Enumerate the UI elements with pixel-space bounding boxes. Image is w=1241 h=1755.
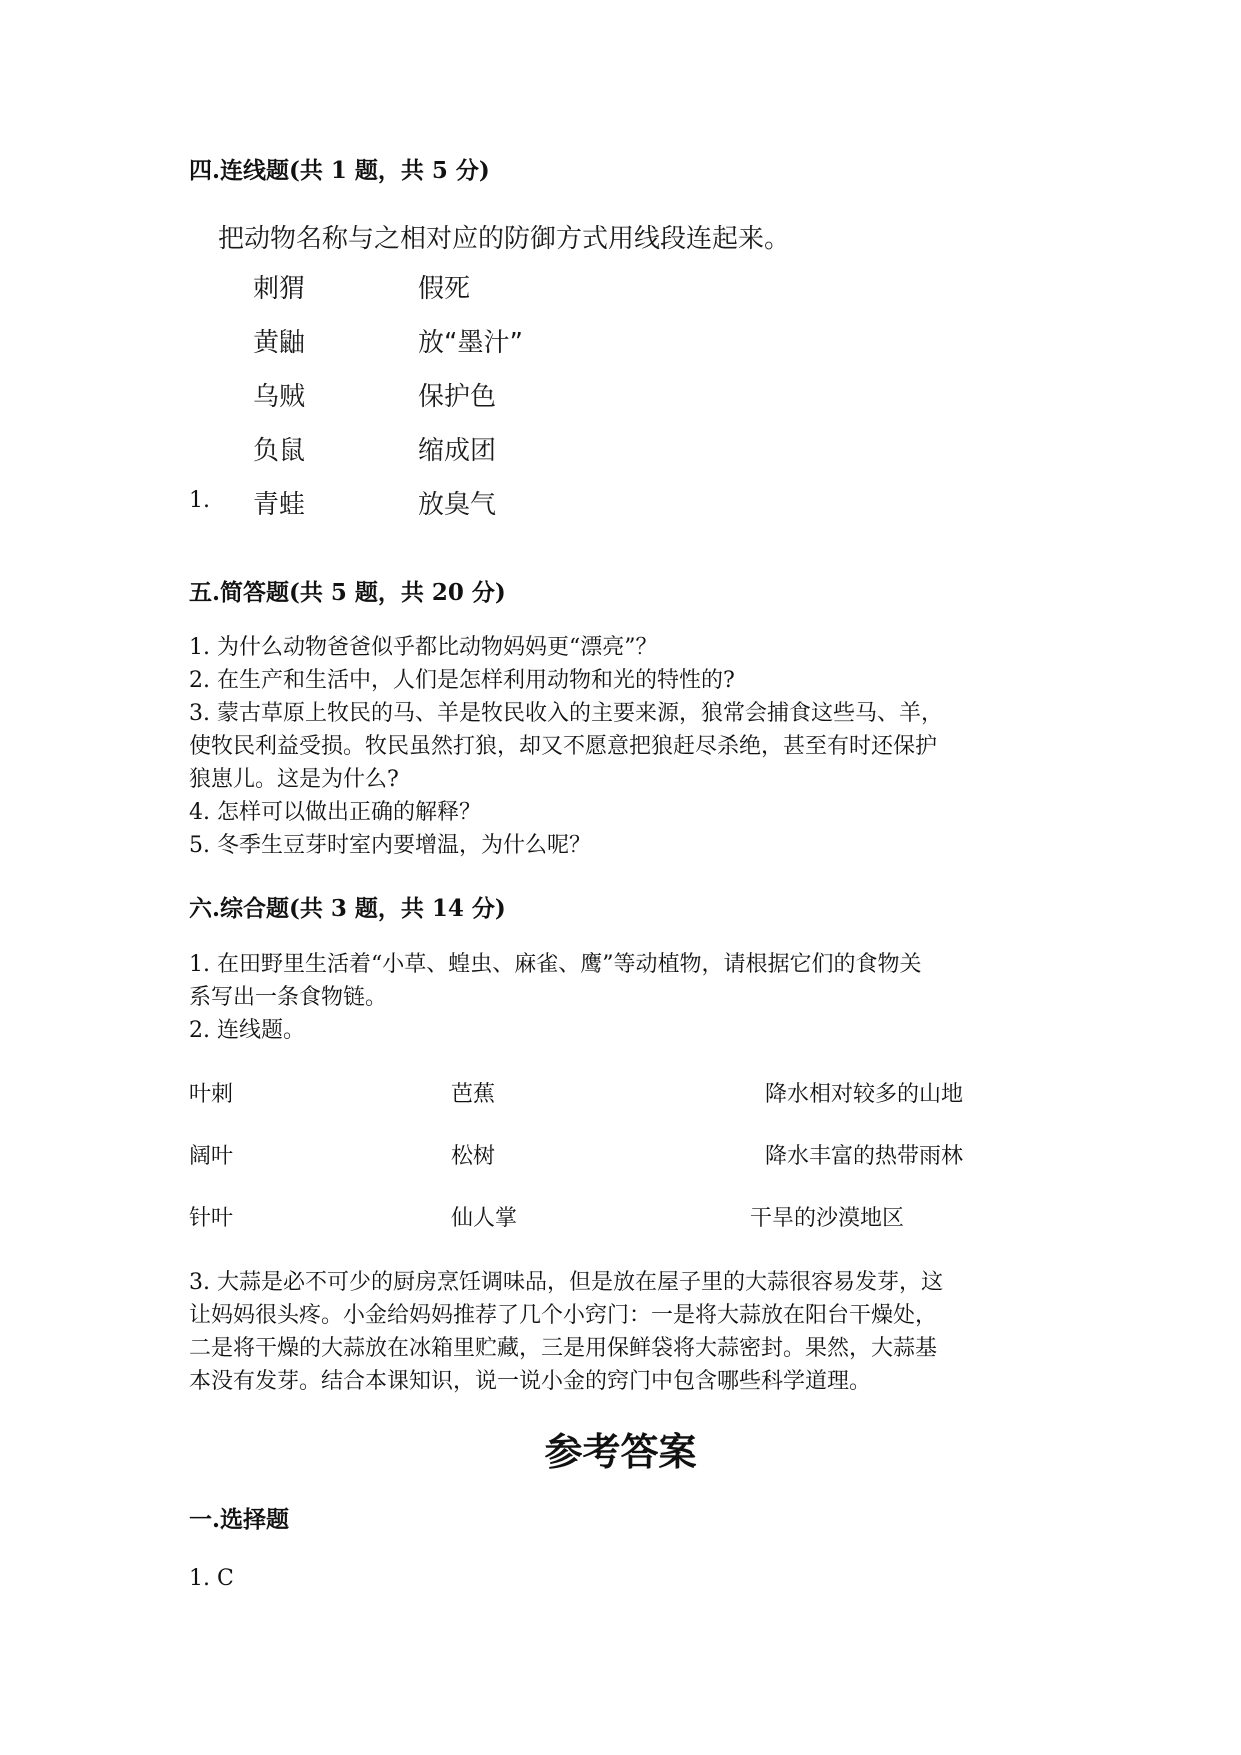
plant-item: 芭蕉	[451, 1082, 496, 1107]
section6-line: 二是将干燥的大蒜放在冰箱里贮藏，三是用保鲜袋将大蒜密封。果然，大蒜基	[189, 1336, 938, 1361]
section6-line: 2. 连线题。	[189, 1018, 305, 1043]
section5-line: 使牧民利益受损。牧民虽然打狼，却又不愿意把狼赶尽杀绝，甚至有时还保护	[189, 734, 938, 759]
plant-item: 仙人掌	[451, 1206, 518, 1231]
matching-instruction: 把动物名称与之相对应的防御方式用线段连起来。	[218, 224, 791, 254]
section6-line: 3. 大蒜是必不可少的厨房烹饪调味品，但是放在屋子里的大蒜很容易发芽，这	[189, 1270, 943, 1295]
defense-method-item: 缩成团	[418, 436, 497, 466]
section6-title: 六.综合题(共 3 题，共 14 分)	[189, 895, 506, 922]
section5-line: 1. 为什么动物爸爸似乎都比动物妈妈更“漂亮”？	[189, 635, 658, 660]
habitat-item: 降水相对较多的山地	[765, 1082, 964, 1107]
animal-item: 负鼠	[253, 436, 306, 466]
section5-line: 4. 怎样可以做出正确的解释？	[189, 800, 481, 825]
section4-title: 四.连线题(共 1 题，共 5 分)	[189, 157, 490, 184]
leaf-type-item: 针叶	[189, 1206, 234, 1231]
section6-line: 让妈妈很头疼。小金给妈妈推荐了几个小窍门：一是将大蒜放在阳台干燥处，	[189, 1303, 938, 1328]
section6-line: 本没有发芽。结合本课知识，说一说小金的窍门中包含哪些科学道理。	[189, 1369, 872, 1394]
defense-method-item: 假死	[418, 274, 471, 304]
answer-key-title: 参考答案	[544, 1429, 697, 1474]
section6-line: 系写出一条食物链。	[189, 985, 388, 1010]
animal-item: 黄鼬	[253, 328, 306, 358]
section5-line: 3. 蒙古草原上牧民的马、羊是牧民收入的主要来源，狼常会捕食这些马、羊，	[189, 701, 943, 726]
section5-line: 狼崽儿。这是为什么?	[189, 767, 399, 792]
defense-method-item: 放臭气	[418, 490, 497, 520]
section5-title: 五.简答题(共 5 题，共 20 分)	[189, 579, 506, 606]
plant-item: 松树	[451, 1144, 496, 1169]
answer-item: 1. C	[189, 1566, 234, 1591]
animal-item: 乌贼	[253, 382, 306, 412]
animal-item: 青蛙	[253, 490, 306, 520]
habitat-item: 降水丰富的热带雨林	[765, 1144, 964, 1169]
defense-method-item: 放“墨汁”	[418, 328, 523, 358]
section5-line: 2. 在生产和生活中，人们是怎样利用动物和光的特性的?	[189, 668, 735, 693]
leaf-type-item: 叶刺	[189, 1082, 234, 1107]
leaf-type-item: 阔叶	[189, 1144, 234, 1169]
section6-line: 1. 在田野里生活着“小草、蝗虫、麻雀、鹰”等动植物，请根据它们的食物关	[189, 952, 922, 977]
answer-section1-title: 一.选择题	[189, 1506, 290, 1533]
section5-line: 5. 冬季生豆芽时室内要增温，为什么呢？	[189, 833, 591, 858]
defense-method-item: 保护色	[418, 382, 497, 412]
question-number: 1.	[189, 488, 210, 513]
habitat-item: 干旱的沙漠地区	[750, 1206, 905, 1231]
animal-item: 刺猬	[253, 274, 306, 304]
